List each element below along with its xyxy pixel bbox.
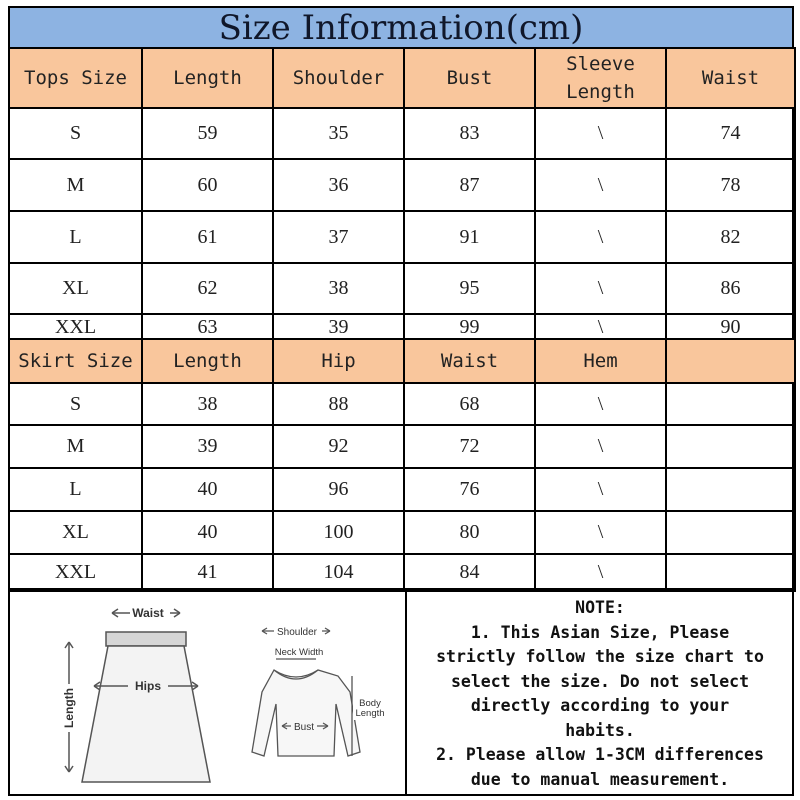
skirt-cell-blank <box>666 511 795 554</box>
table-row <box>9 425 795 468</box>
tops-cell-shoulder: 37 <box>273 211 404 263</box>
skirt-cell-size: L <box>9 468 142 511</box>
tops-cell-bust: 83 <box>404 108 535 159</box>
skirt-header-blank <box>666 339 795 383</box>
skirt-cell-waist: 84 <box>404 554 535 591</box>
skirt-cell-size: XXL <box>9 554 142 591</box>
skirt-header-hem: Hem <box>535 339 666 383</box>
note-line: due to manual measurement. <box>470 769 730 789</box>
table-row <box>9 383 795 425</box>
tops-cell-waist: 86 <box>666 263 795 314</box>
hips-label: Hips <box>134 679 162 693</box>
tops-header-waist: Waist <box>666 48 795 108</box>
body-length-label-line: Body Length <box>355 698 385 719</box>
note-line: habits. <box>565 720 635 740</box>
skirt-cell-hip: 104 <box>273 554 404 591</box>
skirt-cell-blank <box>666 468 795 511</box>
table-row <box>9 314 795 340</box>
skirt-cell-hem: \ <box>535 383 666 425</box>
tops-cell-sleeve-length: \ <box>535 263 666 314</box>
skirt-cell-hip: 100 <box>273 511 404 554</box>
page-title: Size Information(cm) <box>8 6 794 49</box>
skirt-cell-length: 39 <box>142 425 273 468</box>
table-row <box>9 511 795 554</box>
skirt-cell-size: XL <box>9 511 142 554</box>
skirt-header-size: Skirt Size <box>9 339 142 383</box>
note-line: select the size. Do not select <box>450 671 749 691</box>
skirt-header-hip: Hip <box>273 339 404 383</box>
table-row <box>9 468 795 511</box>
measurement-diagram <box>12 592 402 792</box>
skirt-cell-waist: 80 <box>404 511 535 554</box>
shoulder-label: Shoulder <box>276 627 318 638</box>
skirt-cell-size: M <box>9 425 142 468</box>
tops-cell-bust: 91 <box>404 211 535 263</box>
skirt-cell-length: 41 <box>142 554 273 591</box>
tops-cell-length: 63 <box>142 314 273 340</box>
tops-cell-size: L <box>9 211 142 263</box>
skirt-cell-waist: 76 <box>404 468 535 511</box>
tops-cell-waist: 74 <box>666 108 795 159</box>
tops-cell-bust: 95 <box>404 263 535 314</box>
tops-header-bust: Bust <box>404 48 535 108</box>
skirt-cell-blank <box>666 554 795 591</box>
tops-cell-waist: 90 <box>666 314 795 340</box>
tops-cell-sleeve-length: \ <box>535 108 666 159</box>
skirt-cell-hip: 92 <box>273 425 404 468</box>
tops-cell-sleeve-length: \ <box>535 314 666 340</box>
tops-cell-bust: 87 <box>404 159 535 211</box>
tops-cell-size: XL <box>9 263 142 314</box>
skirt-cell-blank <box>666 383 795 425</box>
skirt-cell-hem: \ <box>535 511 666 554</box>
tops-cell-shoulder: 36 <box>273 159 404 211</box>
table-row <box>9 554 795 591</box>
skirt-illustration <box>65 609 210 782</box>
tops-cell-size: S <box>9 108 142 159</box>
tops-cell-length: 61 <box>142 211 273 263</box>
body-length-label <box>353 696 387 720</box>
tops-header-row <box>9 48 795 108</box>
tops-cell-bust: 99 <box>404 314 535 340</box>
skirt-cell-length: 38 <box>142 383 273 425</box>
skirt-header-waist: Waist <box>404 339 535 383</box>
table-row <box>9 108 795 159</box>
note-line: strictly follow the size chart to <box>436 647 764 666</box>
tops-cell-shoulder: 35 <box>273 108 404 159</box>
skirt-cell-hip: 88 <box>273 383 404 425</box>
tops-cell-length: 60 <box>142 159 273 211</box>
table-row <box>9 159 795 211</box>
tops-header-length: Length <box>142 48 273 108</box>
tops-cell-waist: 82 <box>666 211 795 263</box>
note-line: directly according to your <box>470 696 730 715</box>
tops-cell-shoulder: 39 <box>273 314 404 340</box>
skirt-cell-hip: 96 <box>273 468 404 511</box>
note-line: 2. Please allow 1-3CM differences <box>436 745 764 764</box>
skirt-header-row <box>9 339 795 383</box>
skirt-cell-length: 40 <box>142 511 273 554</box>
tops-cell-shoulder: 38 <box>273 263 404 314</box>
skirt-size-table <box>8 338 796 592</box>
size-note <box>407 596 793 792</box>
waist-label: Waist <box>132 606 164 620</box>
length-label: Length <box>62 688 76 728</box>
skirt-cell-hem: \ <box>535 468 666 511</box>
skirt-waistband <box>106 632 186 646</box>
tops-cell-sleeve-length: \ <box>535 211 666 263</box>
skirt-cell-blank <box>666 425 795 468</box>
tops-header-sleeve-length: Sleeve Length <box>535 48 666 108</box>
tops-cell-sleeve-length: \ <box>535 159 666 211</box>
tops-cell-length: 62 <box>142 263 273 314</box>
skirt-cell-waist: 72 <box>404 425 535 468</box>
tops-cell-waist: 78 <box>666 159 795 211</box>
tops-header-shoulder: Shoulder <box>273 48 404 108</box>
skirt-body <box>82 646 210 782</box>
tops-size-table <box>8 47 796 341</box>
top-body <box>252 670 360 756</box>
skirt-cell-hem: \ <box>535 554 666 591</box>
skirt-cell-hem: \ <box>535 425 666 468</box>
tops-cell-size: XXL <box>9 314 142 340</box>
neck-width-label: Neck Width <box>274 647 324 658</box>
skirt-header-length: Length <box>142 339 273 383</box>
bust-label: Bust <box>293 722 315 733</box>
skirt-cell-size: S <box>9 383 142 425</box>
skirt-cell-length: 40 <box>142 468 273 511</box>
skirt-cell-waist: 68 <box>404 383 535 425</box>
tops-cell-size: M <box>9 159 142 211</box>
table-row <box>9 263 795 314</box>
note-heading: NOTE: <box>575 598 625 617</box>
tops-cell-length: 59 <box>142 108 273 159</box>
note-line: 1. This Asian Size, Please <box>470 622 730 642</box>
table-row <box>9 211 795 263</box>
tops-header-size: Tops Size <box>9 48 142 108</box>
